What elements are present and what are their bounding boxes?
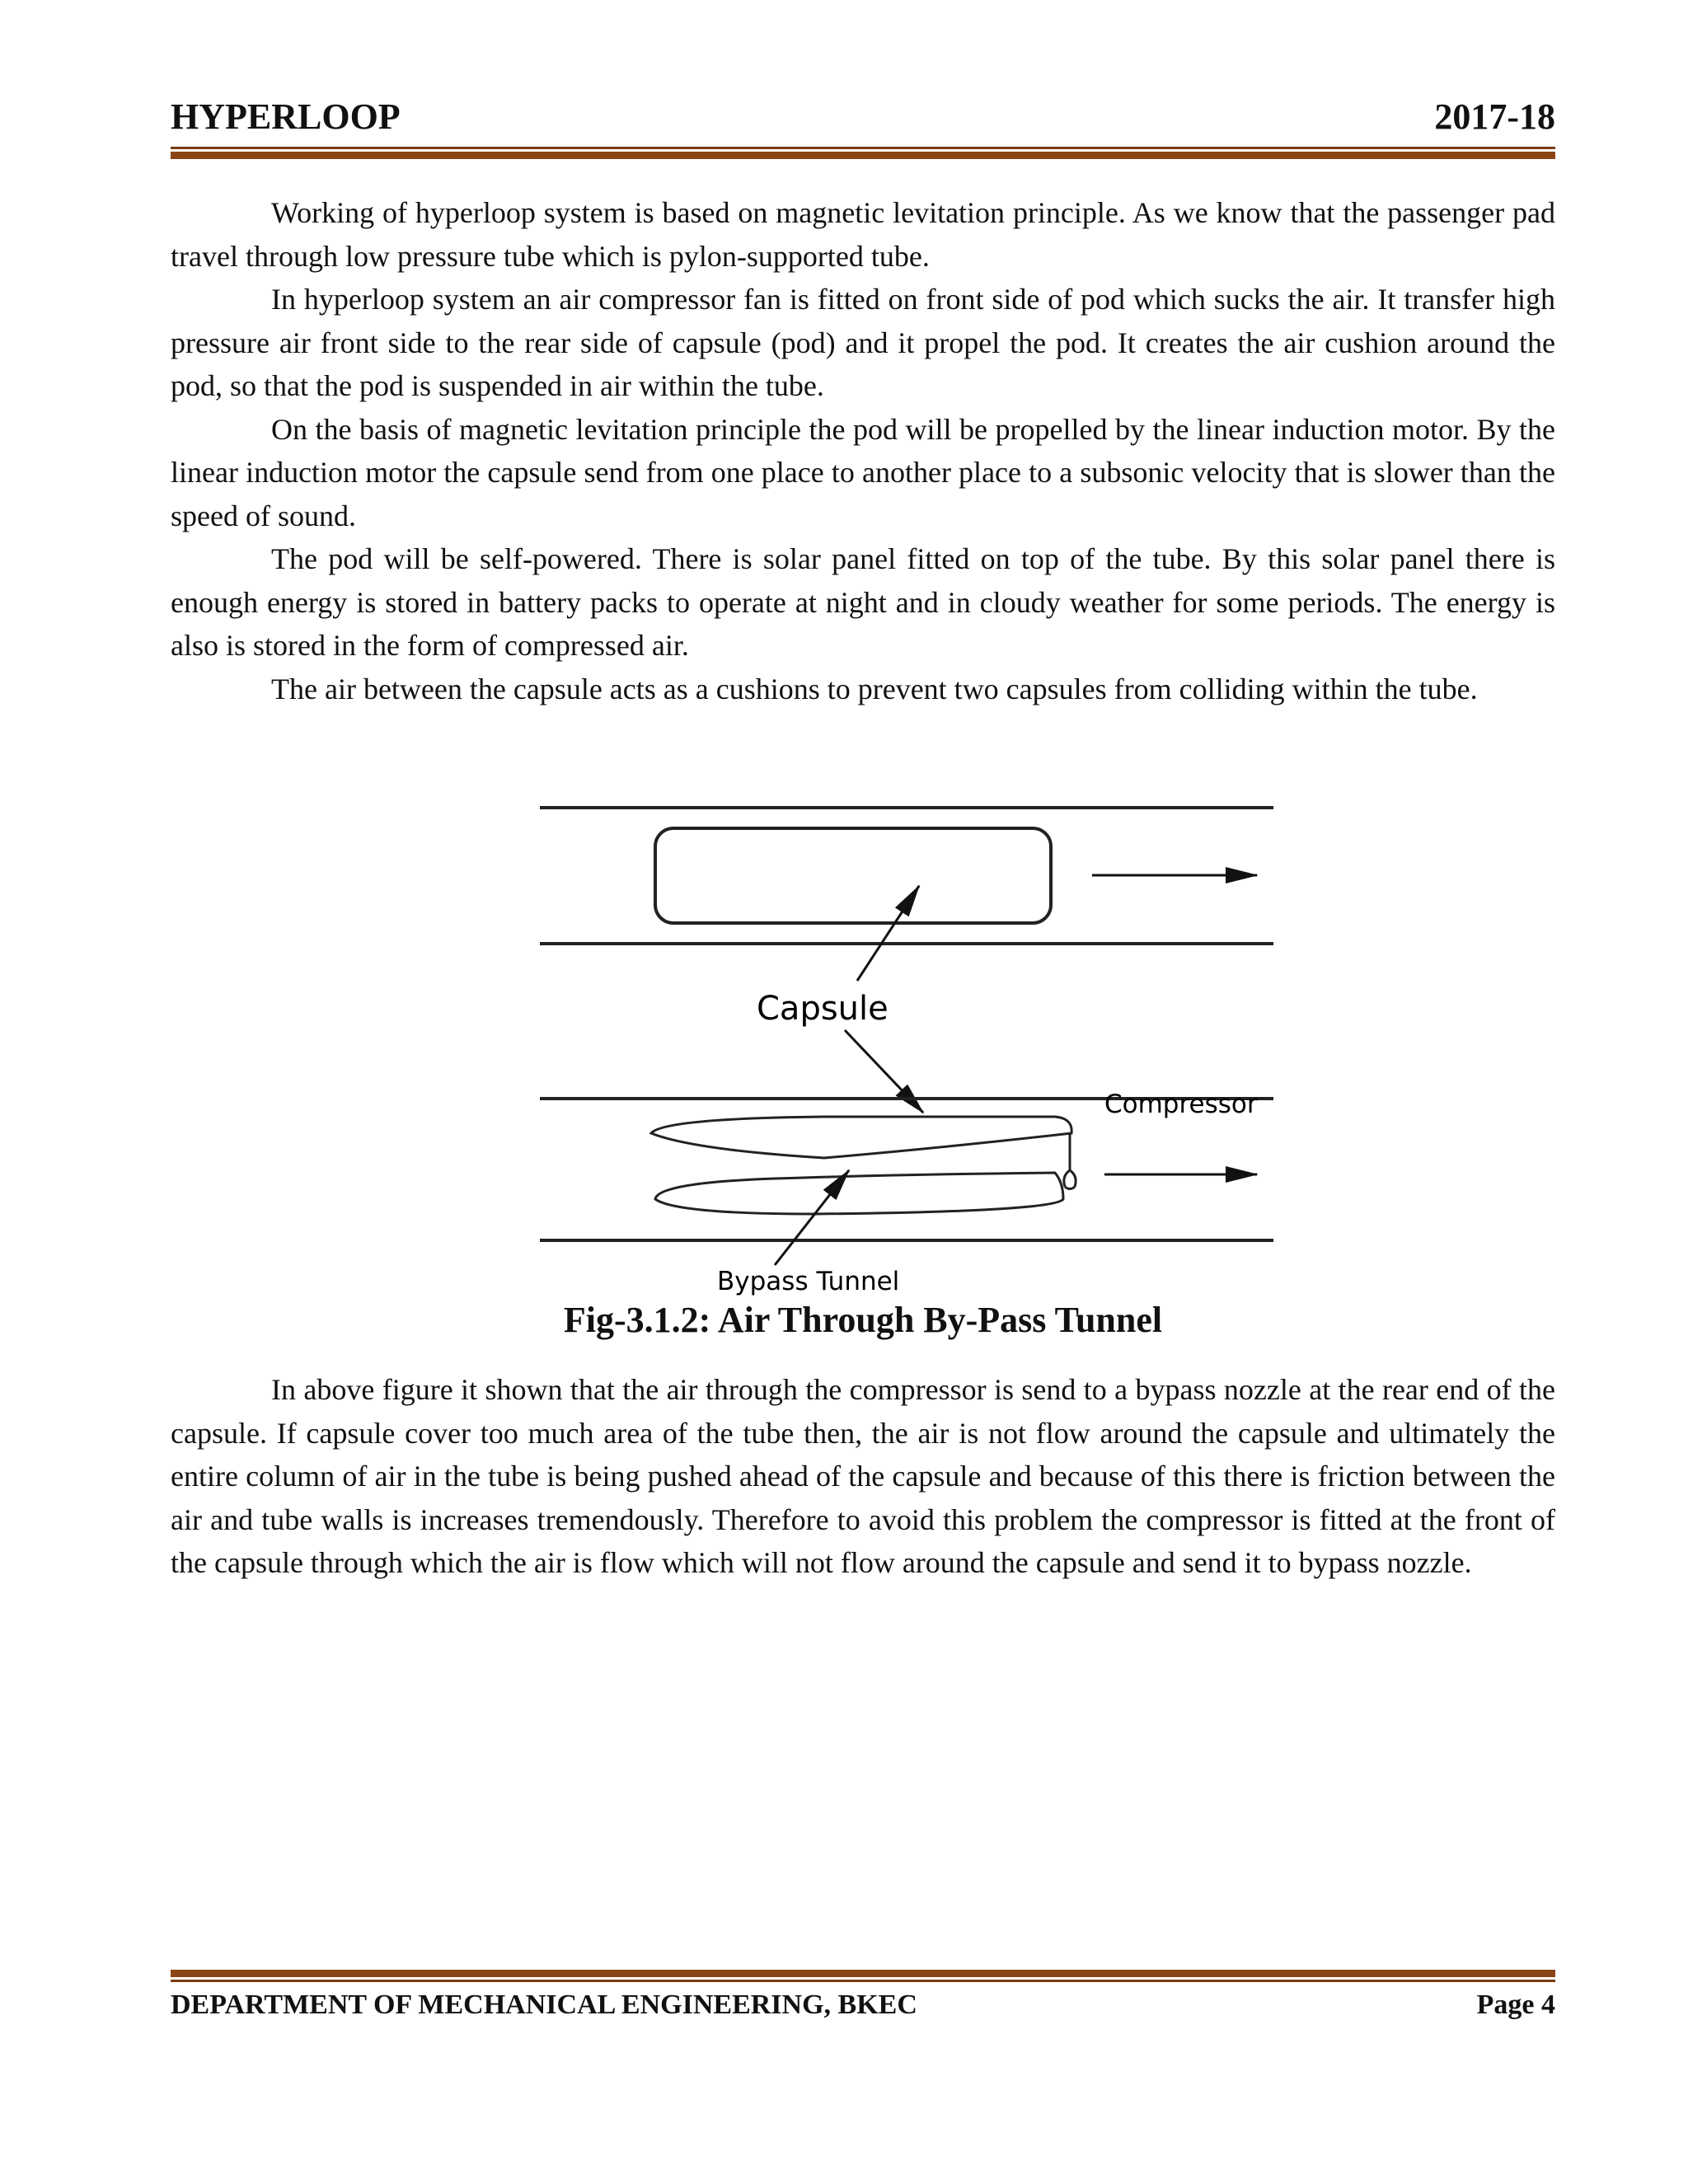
footer-page-number: Page 4 <box>1476 1990 1555 2020</box>
bypass-label: Bypass Tunnel <box>717 1267 900 1296</box>
figure-caption: Fig-3.1.2: Air Through By-Pass Tunnel <box>563 1300 1163 1340</box>
compressor-fan-icon <box>1064 1133 1076 1189</box>
bypass-pointer <box>775 1170 849 1265</box>
footer-department: DEPARTMENT OF MECHANICAL ENGINEERING, BKEC <box>171 1990 917 2020</box>
paragraph: The pod will be self-powered. There is solar panel fitted on top of the tube. By this solar panel there is enough energy is stored in battery packs to operate at night and in cloudy weather for some periods. The energy is also is stored in the form of compressed air. <box>171 542 1555 662</box>
body-text <box>171 191 1555 710</box>
paragraph: On the basis of magnetic levitation principle the pod will be propelled by the linear induction motor. By the linear induction motor the capsule send from one place to another place to a subsonic velocity that is slower than the speed of sound. <box>171 412 1555 532</box>
page-footer <box>171 1982 1555 2028</box>
header-title: HYPERLOOP <box>171 96 401 137</box>
footer-rule-thick <box>171 1970 1555 1977</box>
header-rule-thick <box>171 152 1555 159</box>
header-year: 2017-18 <box>1434 96 1555 137</box>
paragraph: Working of hyperloop system is based on magnetic levitation principle. As we know that the passenger pad travel through low pressure tube which is pylon-supported tube. <box>171 196 1555 273</box>
paragraph: The air between the capsule acts as a cushions to prevent two capsules from colliding within the tube. <box>271 672 1478 705</box>
body-text-after-figure <box>171 1368 1555 1585</box>
header-rule-thin <box>171 147 1555 149</box>
page-header <box>171 92 1555 142</box>
upper-capsule <box>655 828 1051 923</box>
capsule-pointer-up <box>857 886 919 981</box>
bypass-tunnel-diagram <box>528 779 1302 1296</box>
lower-capsule-lower-half <box>655 1173 1063 1214</box>
capsule-label: Capsule <box>757 990 889 1028</box>
lower-capsule-upper-half <box>651 1117 1071 1158</box>
paragraph: In hyperloop system an air compressor fan is fitted on front side of pod which sucks the air. It transfer high pressure air front side to the rear side of capsule (pod) and it propel the pod. It creates the air cushion around the pod, so that the pod is suspended in air within the tube. <box>171 283 1555 402</box>
paragraph: In above figure it shown that the air through the compressor is send to a bypass nozzle at the rear end of the capsule. If capsule cover too much area of the tube then, the air is not flow around the capsule and ultimately the entire column of air in the tube is being pushed ahead of the capsule and because of this there is friction between the air and tube walls is increases tremendously. Therefore to avoid this problem the compressor is fitted at the front of the capsule through which the air is flow which will not flow around the capsule and send it to bypass nozzle. <box>171 1373 1555 1579</box>
compressor-label: Compressor <box>1104 1090 1258 1119</box>
